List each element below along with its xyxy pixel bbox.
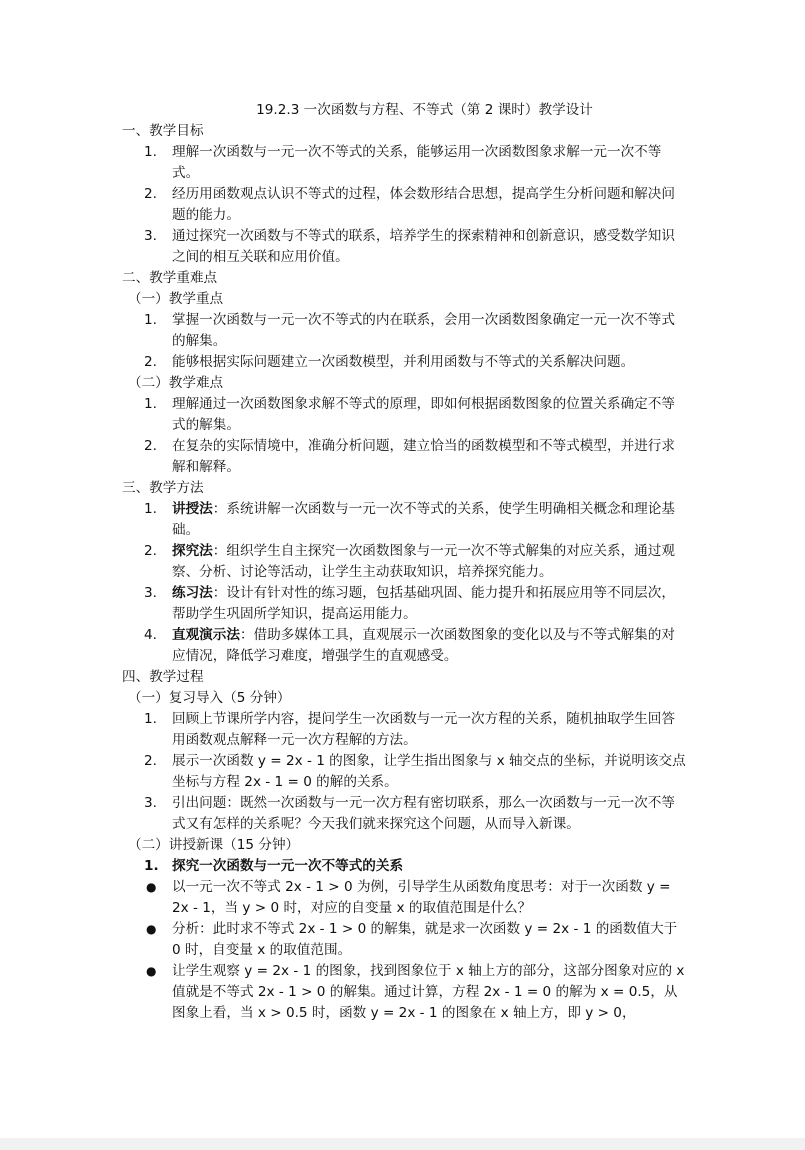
document-title: 19.2.3 一次函数与方程、不等式（第 2 课时）教学设计 — [256, 102, 593, 118]
subheading-new-lesson: （二）讲授新课（15 分钟） — [128, 837, 300, 853]
list-item: 3. 通过探究一次函数与不等式的联系，培养学生的探索精神和创新意识，感受数学知识之间的相互关联和应用价值。 — [144, 228, 675, 265]
section-heading-key-points: 二、教学重难点 — [122, 270, 218, 286]
list-item: 2. 在复杂的实际情境中，准确分析问题，建立恰当的函数模型和不等式模型，并进行求解和解释。 — [144, 438, 675, 475]
section-heading-process: 四、教学过程 — [122, 669, 204, 685]
list-item: 1. 理解一次函数与一元一次不等式的关系，能够运用一次函数图象求解一元一次不等式。 — [144, 144, 662, 181]
subheading-focus: （一）教学重点 — [128, 291, 224, 307]
bullet-icon: ● — [146, 922, 157, 936]
list-item: 1. 讲授法：系统讲解一次函数与一元一次不等式的关系，使学生明确相关概念和理论基础。 — [144, 501, 675, 538]
list-item: 1. 掌握一次函数与一元一次不等式的内在联系，会用一次函数图象确定一元一次不等式的解集。 — [144, 312, 675, 349]
bullet-icon: ● — [146, 880, 157, 894]
focus-list — [122, 310, 687, 373]
section-heading-objectives: 一、教学目标 — [122, 123, 204, 139]
list-item: 1. 回顾上节课所学内容，提问学生一次函数与一元一次方程的关系，随机抽取学生回答用函数观点解释一元一次方程解的方法。 — [144, 711, 675, 748]
list-item: 3. 引出问题：既然一次函数与一元一次方程有密切联系，那么一次函数与一元一次不等式又有怎样的关系呢？今天我们就来探究这个问题，从而导入新课。 — [144, 795, 675, 832]
subheading-review: （一）复习导入（5 分钟） — [128, 690, 291, 706]
objectives-list — [122, 142, 687, 268]
bullet-list — [122, 877, 687, 1024]
list-item: 2. 经历用函数观点认识不等式的过程，体会数形结合思想，提高学生分析问题和解决问题的能力。 — [144, 186, 675, 223]
list-item: 2. 能够根据实际问题建立一次函数模型，并利用函数与不等式的关系解决问题。 — [144, 354, 635, 370]
list-item: ● 以一元一次不等式 2x - 1 > 0 为例，引导学生从函数角度思考：对于一次函数 y = 2x - 1，当 y > 0 时，对应的自变量 x 的取值范围是什么？ — [146, 879, 671, 916]
document-content — [122, 100, 687, 1024]
section-heading-methods: 三、教学方法 — [122, 480, 204, 496]
method-term: 探究法 — [172, 543, 213, 559]
list-item: 4. 直观演示法：借助多媒体工具，直观展示一次函数图象的变化以及与不等式解集的对应情况，降低学习难度，增强学生的直观感受。 — [144, 627, 675, 664]
list-item: 2. 探究法：组织学生自主探究一次函数图象与一元一次不等式解集的对应关系，通过观察、分析、讨论等活动，让学生主动获取知识，培养探究能力。 — [144, 543, 675, 580]
subheading-difficulty: （二）教学难点 — [128, 375, 224, 391]
methods-list — [122, 499, 687, 667]
list-item: 1. 理解通过一次函数图象求解不等式的原理，即如何根据函数图象的位置关系确定不等式的解集。 — [144, 396, 675, 433]
list-item: ● 让学生观察 y = 2x - 1 的图象，找到图象位于 x 轴上方的部分，这部分图象对应的 x 值就是不等式 2x - 1 > 0 的解集。通过计算，方程 2x - 1 = 0 的解为 x = 0.5，从图象上看，当 x > 0.5 时，函数 y = 2x - 1 的图象在 x 轴上方，即 y > 0， — [146, 963, 685, 1021]
method-term: 直观演示法 — [172, 627, 240, 643]
topic-heading: 1. 探究一次函数与一元一次不等式的关系 — [144, 858, 404, 874]
method-term: 练习法 — [172, 585, 213, 601]
list-item: 3. 练习法：设计有针对性的练习题，包括基础巩固、能力提升和拓展应用等不同层次，帮助学生巩固所学知识，提高运用能力。 — [144, 585, 675, 622]
review-list — [122, 709, 687, 835]
method-term: 讲授法 — [172, 501, 213, 517]
list-item: ● 分析：此时求不等式 2x - 1 > 0 的解集，就是求一次函数 y = 2x - 1 的函数值大于 0 时，自变量 x 的取值范围。 — [146, 921, 678, 958]
list-item: 2. 展示一次函数 y = 2x - 1 的图象，让学生指出图象与 x 轴交点的坐标，并说明该交点坐标与方程 2x - 1 = 0 的解的关系。 — [144, 753, 686, 790]
difficulty-list — [122, 394, 687, 478]
bullet-icon: ● — [146, 964, 157, 978]
